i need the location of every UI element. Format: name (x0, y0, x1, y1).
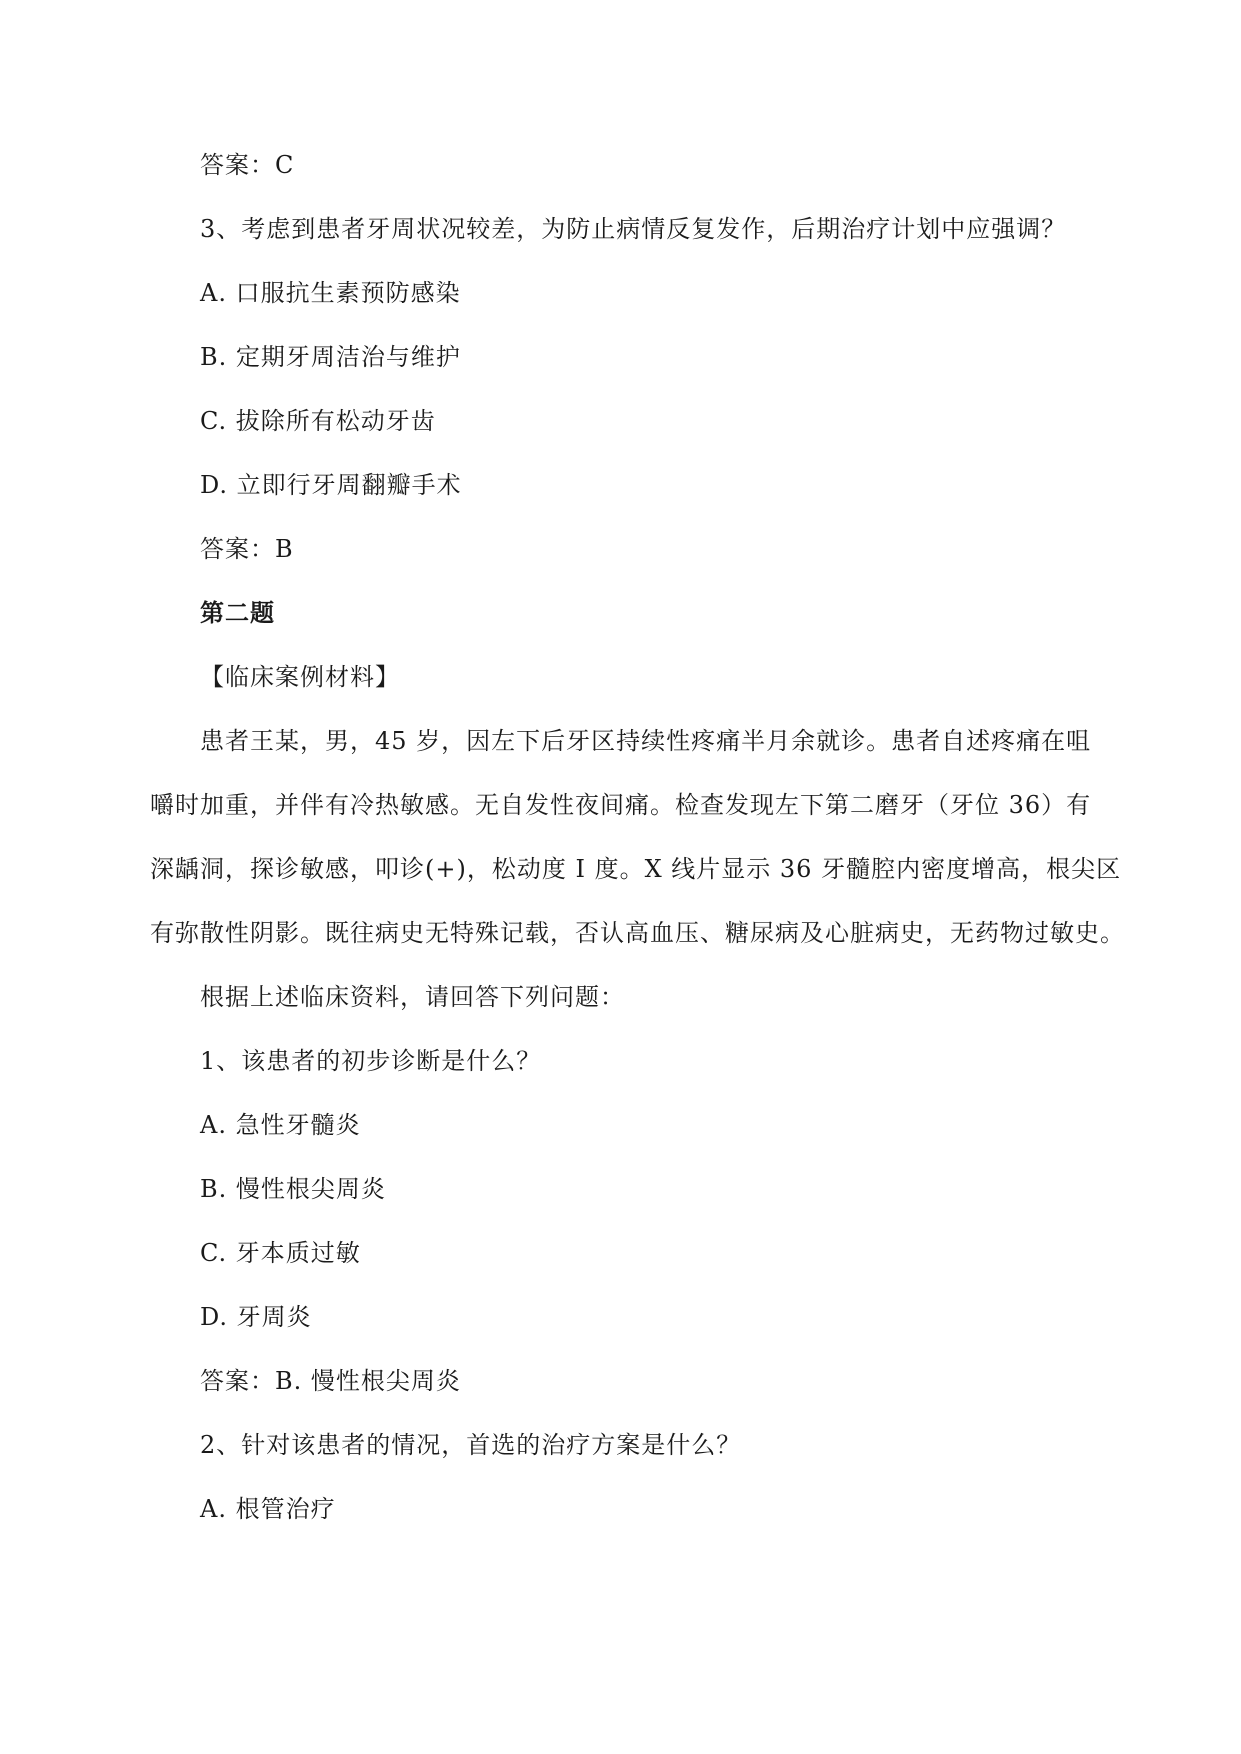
option-a: A. 根管治疗 (200, 1495, 336, 1523)
option-a: A. 急性牙髓炎 (200, 1111, 361, 1139)
question-prompt: 根据上述临床资料，请回答下列问题： (200, 983, 625, 1011)
option-b: B. 慢性根尖周炎 (200, 1175, 386, 1203)
material-title: 【临床案例材料】 (200, 663, 400, 691)
question-3: 3、考虑到患者牙周状况较差，为防止病情反复发作，后期治疗计划中应强调？ (200, 215, 1067, 243)
option-a: A. 口服抗生素预防感染 (200, 279, 461, 307)
option-d: D. 牙周炎 (200, 1303, 312, 1331)
question-1: 1、该患者的初步诊断是什么？ (200, 1047, 542, 1075)
option-b: B. 定期牙周洁治与维护 (200, 343, 461, 371)
answer-q3: 答案：B (200, 535, 294, 563)
section-heading: 第二题 (200, 598, 275, 627)
answer-q1: 答案：B. 慢性根尖周炎 (200, 1367, 461, 1395)
case-line: 有弥散性阴影。既往病史无特殊记载，否认高血压、糖尿病及心脏病史，无药物过敏史。 (150, 919, 1125, 947)
case-line: 患者王某，男，45 岁，因左下后牙区持续性疼痛半月余就诊。患者自述疼痛在咀 (200, 727, 1092, 755)
case-line: 深龋洞，探诊敏感，叩诊(+)，松动度 I 度。X 线片显示 36 牙髓腔内密度增高，根尖区 (150, 855, 1122, 883)
question-2: 2、针对该患者的情况，首选的治疗方案是什么？ (200, 1431, 742, 1459)
option-c: C. 牙本质过敏 (200, 1239, 361, 1267)
option-d: D. 立即行牙周翻瓣手术 (200, 471, 462, 499)
case-line: 嚼时加重，并伴有冷热敏感。无自发性夜间痛。检查发现左下第二磨牙（牙位 36）有 (150, 791, 1092, 819)
option-c: C. 拔除所有松动牙齿 (200, 407, 436, 435)
prev-answer: 答案：C (200, 151, 295, 179)
